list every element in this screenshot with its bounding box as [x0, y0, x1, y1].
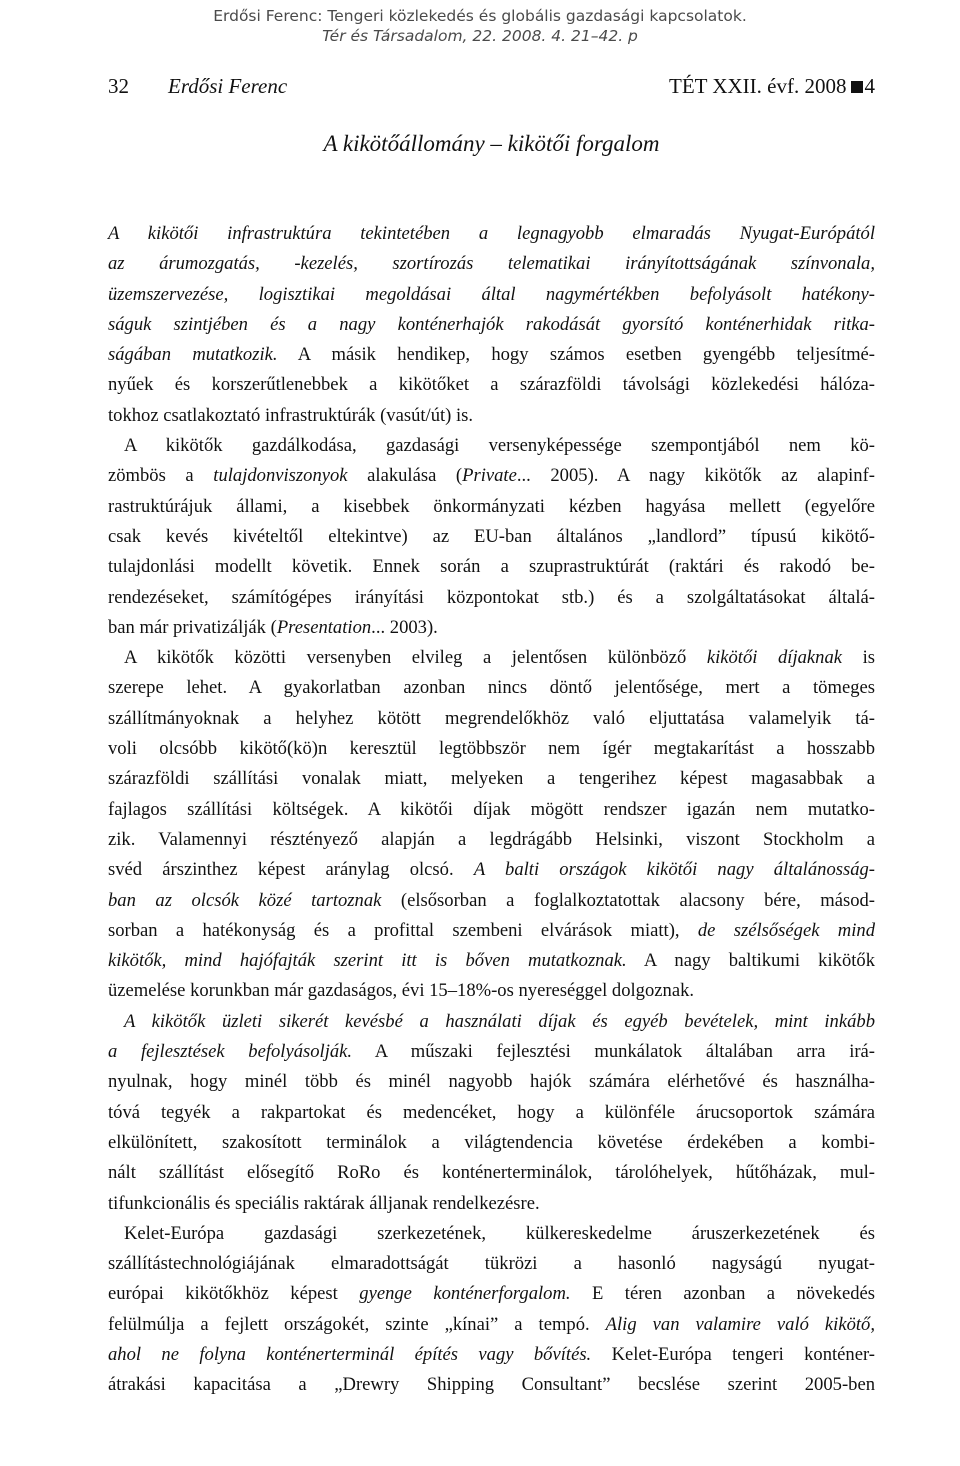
text-line: szerepe lehet. A gyakorlatban azonban nincs döntő jelentősége, mert a tömeges: [108, 677, 875, 699]
text-line: voli olcsóbb kikötő(kö)n keresztül legtöbbször nem ígér megtakarítást a hosszabb: [108, 738, 875, 760]
text-line: rastruktúrájuk állami, a kisebbek önkormányzati kézben hagyása mellett (egyelőre: [108, 495, 875, 517]
text-line: a fejlesztések befolyásolják. A műszaki fejlesztési munkálatok általában arra irá-: [108, 1041, 875, 1063]
text-line: nált szállítást elősegítő RoRo és konténerterminálok, tárolóhelyek, hűtőházak, mul-: [108, 1162, 875, 1184]
text-line: nyűek és korszerűtlenebbek a kikötőket a szárazföldi távolsági közlekedési hálóza-: [108, 374, 875, 396]
text-line: svéd árszinthez képest aránylag olcsó. A balti országok kikötői nagy általánosság-: [108, 859, 875, 881]
text-line: tifunkcionális és speciális raktárak álljanak rendelkezésre.: [108, 1192, 540, 1214]
source-citation: [0, 6, 960, 46]
text-line: csak kevés kivételtől eltekintve) az EU-ban általános „landlord” típusú kikötő-: [108, 525, 875, 547]
text-line: A kikötők gazdálkodása, gazdasági versenyképessége szempontjából nem kö-: [124, 435, 875, 457]
page-number: 32: [108, 74, 129, 98]
source-line-1: Erdősi Ferenc: Tengeri közlekedés és globális gazdasági kapcsolatok.: [213, 7, 747, 25]
text-line: szárazföldi szállítási vonalak miatt, melyeken a tengerihez képest magasabbak a: [108, 768, 875, 790]
text-line: ságában mutatkozik. A másik hendikep, hogy számos esetben gyengébb teljesítmé-: [108, 344, 875, 366]
journal-volume: TÉT XXII. évf. 2008: [669, 74, 847, 98]
text-line: zömbös a tulajdonviszonyok alakulása (Private... 2005). A nagy kikötők az alapinf-: [108, 465, 875, 487]
source-line-2: Tér és Társadalom, 22. 2008. 4. 21–42. p: [322, 27, 638, 45]
text-line: európai kikötőkhöz képest gyenge konténerforgalom. E téren azonban a növekedés: [108, 1283, 875, 1305]
running-head: [108, 74, 875, 102]
text-line: üzemelése korunkban már gazdaságos, évi 15–18%-os nyereséggel dolgoznak.: [108, 980, 695, 1002]
text-line: tóvá tegyék a rakpartokat és medencéket, hogy a különféle árucsoportok számára: [108, 1101, 875, 1123]
text-line: rendezéseket, számítógépes irányítási központokat stb.) és a szolgáltatásokat általá-: [108, 586, 875, 608]
text-line: tokhoz csatlakoztató infrastruktúrák (vasút/út) is.: [108, 404, 474, 426]
text-line: nyulnak, hogy minél több és minél nagyobb hajók számára elérhetővé és használha-: [108, 1071, 875, 1093]
text-line: átrakási kapacitása a „Drewry Shipping Consultant” becslése szerint 2005-ben: [108, 1374, 875, 1396]
text-line: ságuk szintjében és a nagy konténerhajók rakodását gyorsító konténerhidak ritka-: [108, 313, 875, 335]
text-line: felülmúlja a fejlett országokét, szinte „kínai” a tempó. Alig van valamire való kikötő,: [108, 1313, 875, 1335]
text-line: fajlagos szállítási költségek. A kikötői díjak mögött rendszer igazán nem mutatko-: [108, 798, 875, 820]
article-body: [108, 219, 875, 1401]
text-line: kikötők, mind hajófajták szerint itt is bőven mutatkoznak. A nagy baltikumi kikötők: [108, 950, 875, 972]
section-title: A kikötőállomány – kikötői forgalom: [323, 131, 660, 156]
text-line: szállítmányoknak a helyhez kötött megrendelőkhöz való eljuttatása valamelyik tá-: [108, 707, 875, 729]
text-line: elkülönített, szakosított terminálok a világtendencia követése érdekében a kombi-: [108, 1131, 875, 1153]
journal-issue: 4: [864, 74, 875, 98]
square-bullet-icon: [851, 81, 863, 93]
running-head-author: Erdősi Ferenc: [168, 74, 288, 98]
text-line: üzemszervezése, logisztikai megoldásai által nagymértékben befolyásolt hatékony-: [108, 283, 875, 305]
text-line: ban az olcsók közé tartoznak (elsősorban a foglalkoztatottak alacsony bére, másod-: [108, 889, 875, 911]
text-line: Kelet-Európa gazdasági szerkezetének, külkereskedelme áruszerkezetének és: [124, 1222, 875, 1244]
text-line: ban már privatizálják (Presentation... 2003).: [108, 616, 438, 638]
text-line: A kikötői infrastruktúra tekintetében a legnagyobb elmaradás Nyugat-Európától: [108, 223, 875, 244]
text-line: A kikötők üzleti sikerét kevésbé a használati díjak és egyéb bevételek, mint inkább: [124, 1010, 875, 1032]
running-head-journal: [669, 74, 875, 99]
text-line: ahol ne folyna konténerterminál építés vagy bővítés. Kelet-Európa tengeri konténer-: [108, 1343, 875, 1365]
text-line: sorban a hatékonyság és a profittal szembeni elvárások miatt), de szélsőségek mind: [108, 919, 875, 941]
text-line: tulajdonlási modellt követik. Ennek során a szuprastruktúrát (raktári és rakodó be-: [108, 556, 875, 578]
text-line: zik. Valamennyi résztényező alapján a legdrágább Helsinki, viszont Stockholm a: [108, 828, 875, 850]
text-line: A kikötők közötti versenyben elvileg a jelentősen különböző kikötői díjaknak is: [124, 647, 875, 669]
text-line: az árumozgatás, -kezelés, szortírozás telematikai irányítottságának színvonala,: [108, 253, 875, 275]
text-line: szállítástechnológiájának elmaradottságát tükrözi a hasonló nagyságú nyugat-: [108, 1253, 875, 1275]
